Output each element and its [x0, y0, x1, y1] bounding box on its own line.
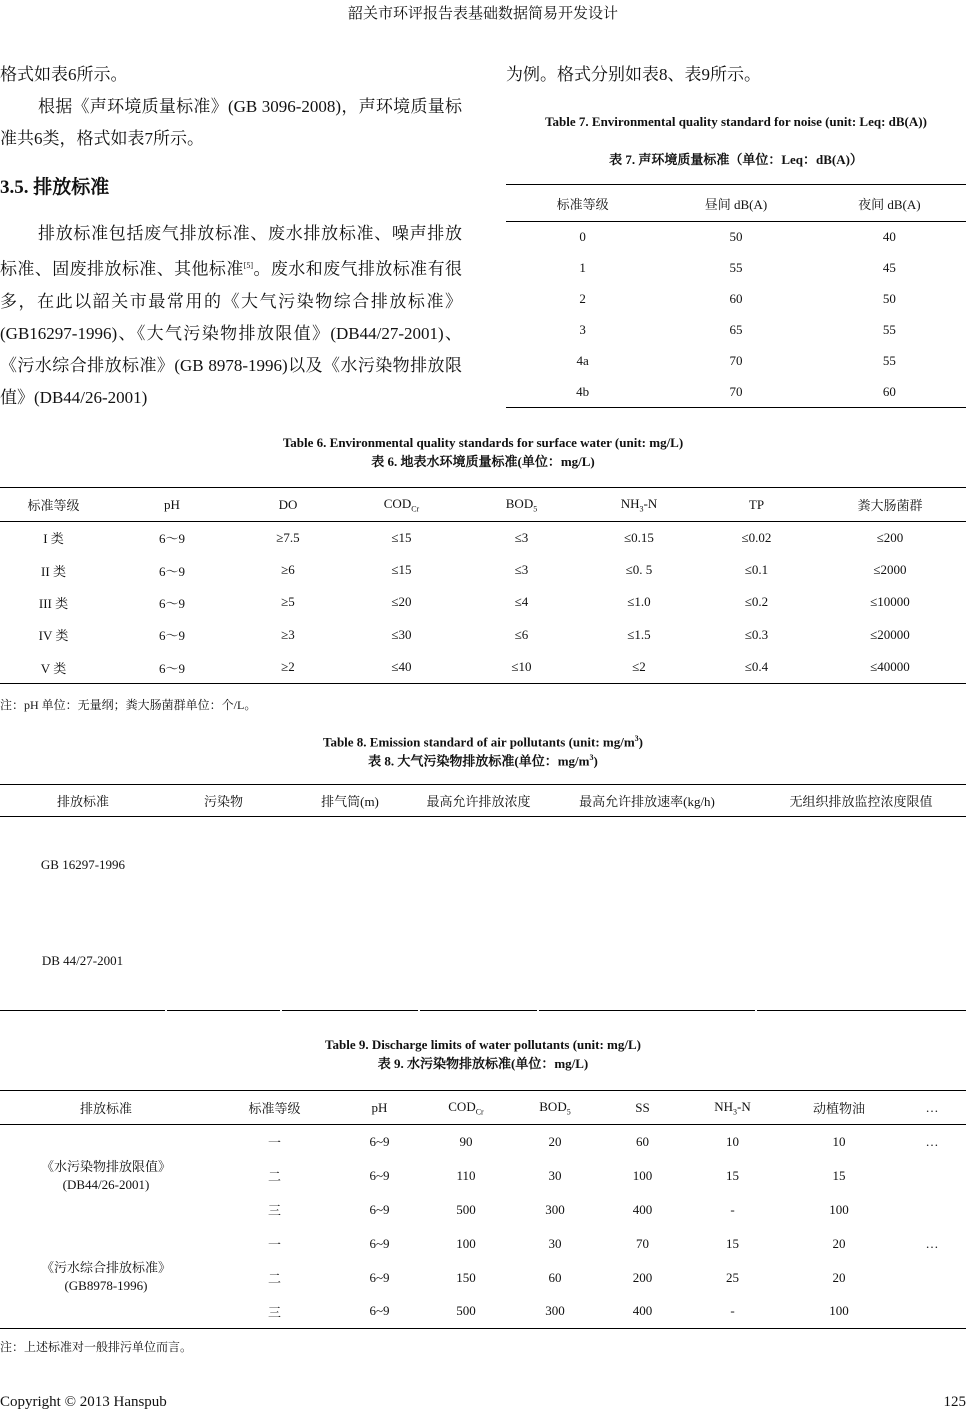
table-cell: 60 — [882, 383, 896, 399]
col-header: … — [925, 1099, 939, 1115]
table-cell: 6~9 — [369, 1235, 390, 1251]
table-cell: 100 — [456, 1235, 476, 1251]
col-header: 最高允许排放速率(kg/h) — [579, 794, 715, 809]
table-cell: 70 — [729, 383, 743, 399]
table-cell: ≤2000 — [873, 562, 907, 578]
table-cell: ≤0.02 — [741, 529, 772, 545]
col-header: $BOD_5$ — [539, 1098, 571, 1117]
table-cell: 60 — [729, 291, 743, 306]
table-cell: II 类 — [41, 563, 66, 579]
table-cell: 50 — [729, 229, 743, 245]
table-cell: 500 — [456, 1303, 476, 1319]
table8 — [0, 784, 966, 1011]
table-cell: 10 — [726, 1133, 739, 1149]
left-column — [0, 59, 462, 415]
table-cell: ≤40000 — [870, 659, 910, 674]
standard-code: (DB44/26-2001) — [62, 1176, 150, 1192]
table-cell: 100 — [829, 1303, 849, 1319]
table-row — [0, 586, 966, 618]
table-cell: 三 — [267, 1304, 281, 1320]
table-cell: 20 — [832, 1235, 846, 1251]
table-cell: ≤0.4 — [744, 659, 769, 674]
table8-caption-en: Table 8. Emission standard of air pollutants (unit: $mg/m^3$) — [322, 734, 644, 750]
table-cell: 一 — [267, 1237, 281, 1252]
table-cell: 55 — [729, 260, 743, 275]
table-cell: 6～9 — [158, 563, 185, 579]
table-cell: 300 — [545, 1303, 565, 1319]
table-cell: 45 — [882, 260, 896, 275]
table-row — [0, 1125, 966, 1159]
paragraph-text: 排放标准包括废气排放标准、废水排放标准、噪声排放标准、固废排放标准、其他标准 — [0, 223, 462, 279]
col-header: $NH_3-N$ — [620, 495, 658, 514]
table-cell: ≥2 — [281, 659, 295, 674]
col-header: 夜间 dB(A) — [858, 196, 921, 212]
col-header: 标准等级 — [248, 1101, 301, 1116]
table-cell: 6~9 — [369, 1133, 390, 1149]
table6 — [0, 487, 966, 684]
table-cell: ≤15 — [391, 562, 412, 578]
page-number: 125 — [943, 1394, 966, 1410]
table-cell: 一 — [267, 1135, 281, 1151]
table-cell: 20 — [832, 1269, 846, 1285]
table-cell: 6～9 — [158, 531, 185, 547]
table-row — [0, 522, 966, 554]
table-cell: 55 — [882, 353, 896, 368]
table-cell: ≤0.3 — [744, 626, 769, 642]
table-cell: 30 — [548, 1167, 562, 1183]
text-line: 格式如表6所示。 — [0, 65, 128, 84]
table-cell: ≤0.2 — [744, 594, 769, 610]
table-cell: ≥6 — [281, 562, 295, 578]
table-cell: ≤1.0 — [627, 594, 651, 610]
table-row — [0, 651, 966, 683]
table-cell: ≤30 — [391, 626, 412, 642]
table9-note: 注：上述标准对一般排污单位而言。 — [0, 1340, 193, 1354]
col-header: pH — [164, 496, 180, 512]
table-cell: 6~9 — [369, 1269, 390, 1285]
table-cell: 6～9 — [158, 628, 185, 644]
table-cell — [898, 1261, 966, 1295]
table-cell: - — [730, 1303, 735, 1319]
table-row — [506, 377, 966, 408]
table-cell: ≤1.5 — [627, 626, 651, 642]
paragraph — [0, 218, 462, 415]
standard-name-cell — [0, 1227, 212, 1329]
table-cell: ≥3 — [281, 626, 295, 642]
table-row — [0, 1227, 966, 1261]
col-header: pH — [371, 1099, 388, 1115]
table-cell: 70 — [636, 1235, 649, 1251]
table-cell: - — [730, 1201, 735, 1217]
table-row — [506, 253, 966, 284]
table-cell: DB 44/27-2001 — [41, 953, 124, 969]
table-cell: 400 — [632, 1201, 653, 1217]
table-cell: ≤6 — [514, 626, 529, 642]
table-cell: 70 — [729, 353, 743, 368]
table-cell: 300 — [545, 1201, 565, 1217]
col-header: $COD_{Cr}$ — [448, 1098, 484, 1117]
table-cell: 15 — [726, 1235, 739, 1251]
table8-caption-cn: 表 8. 大气污染物排放标准(单位：$mg/m^3$) — [368, 753, 598, 769]
table9-caption-en: Table 9. Discharge limits of water pollutants (unit: mg/L) — [325, 1037, 641, 1052]
table-cell: … — [925, 1235, 939, 1251]
table6-note: 注：pH 单位：无量纲；粪大肠菌群单位：个/L。 — [0, 698, 257, 712]
table-cell: 40 — [882, 229, 896, 245]
table-row — [506, 346, 966, 377]
table-row — [0, 554, 966, 586]
table-cell: 20 — [548, 1133, 562, 1149]
standard-code: (GB8978-1996) — [64, 1278, 148, 1294]
col-header: 粪大肠菌群 — [857, 498, 923, 513]
table-cell: 400 — [632, 1303, 653, 1319]
table-cell: ≤3 — [514, 529, 529, 545]
table-cell — [898, 1295, 966, 1329]
table-cell: 4a — [576, 353, 589, 368]
table-cell: ≥5 — [281, 594, 295, 610]
col-header: 污染物 — [203, 794, 243, 809]
col-header: DO — [278, 496, 298, 512]
table-cell: 4b — [576, 383, 590, 399]
table-cell: 3 — [579, 322, 586, 337]
table-cell: 1 — [579, 260, 586, 275]
col-header: $NH_3-N$ — [714, 1098, 751, 1117]
section-heading: 3.5. 排放标准 — [0, 176, 110, 198]
table-cell: 500 — [456, 1201, 476, 1217]
table-cell: 三 — [267, 1203, 281, 1218]
table7-caption-cn: 表 7. 声环境质量标准（单位：Leq：dB(A)） — [609, 152, 863, 167]
table-cell: V 类 — [40, 660, 67, 676]
table-cell: 100 — [632, 1167, 653, 1183]
table7-caption-en: Table 7. Environmental quality standard for noise (unit: Leq: dB(A)) — [545, 114, 927, 129]
paragraph-text: 。废水和废气排放标准有很多，在此以韶关市最常用的《大气污染物综合排放标准》(GB16297-1996)、《大气污染物排放限值》(DB44/27-2001)、《污水综合排放标准》(GB 8978-1996)以及《水污染物排放限值》(DB44/26-2001) — [0, 259, 463, 408]
paragraph: 根据《声环境质量标准》(GB 3096-2008)，声环境质量标准共6类，格式如表7所示。 — [0, 97, 462, 149]
col-header: 标准等级 — [556, 196, 609, 212]
table-cell — [898, 1193, 966, 1227]
table-cell: ≤2 — [632, 659, 646, 674]
table-cell: ≤0.1 — [744, 562, 769, 578]
table9 — [0, 1090, 966, 1329]
table9-caption-cn: 表 9. 水污染物排放标准(单位：mg/L) — [377, 1056, 589, 1071]
col-header: 排气筒(m) — [321, 794, 379, 809]
table6-caption-cn: 表 6. 地表水环境质量标准(单位：mg/L) — [371, 454, 595, 469]
col-header: $COD_{Cr}$ — [383, 495, 420, 514]
table-cell: 65 — [729, 322, 743, 337]
table-cell: 30 — [548, 1235, 562, 1251]
table-cell: 60 — [636, 1133, 649, 1149]
col-header: 昼间 dB(A) — [704, 196, 768, 212]
table-cell: … — [925, 1133, 939, 1149]
table-cell: 6~9 — [369, 1303, 390, 1319]
table-row — [506, 284, 966, 315]
table6-caption-en: Table 6. Environmental quality standards for surface water (unit: mg/L) — [282, 435, 684, 450]
table-cell: ≤40 — [391, 659, 412, 674]
table-cell: ≤0.15 — [624, 529, 654, 545]
table-cell: 90 — [459, 1133, 473, 1149]
standard-name: 《水污染物排放限值》 — [40, 1158, 171, 1174]
table-cell: 15 — [726, 1167, 739, 1183]
table-cell — [898, 1159, 966, 1193]
col-header: 无组织排放监控浓度限值 — [789, 794, 933, 809]
table-cell: ≤3 — [514, 562, 529, 578]
table-cell: ≤200 — [876, 529, 904, 545]
table-cell: 50 — [882, 291, 896, 306]
col-header: 最高允许排放浓度 — [426, 794, 531, 809]
running-header: 韶关市环评报告表基础数据简易开发设计 — [347, 6, 618, 22]
standard-name: 《污水综合排放标准》 — [40, 1260, 171, 1276]
table-cell: GB 16297-1996 — [40, 856, 126, 872]
table7 — [506, 184, 966, 408]
table-cell: 10 — [832, 1133, 846, 1149]
table-cell: ≤10 — [511, 659, 532, 674]
table-row — [506, 222, 966, 253]
copyright: Copyright © 2013 Hanspub — [0, 1394, 167, 1410]
standard-name-cell — [0, 1125, 212, 1227]
table-cell: III 类 — [38, 595, 69, 611]
col-header: 排放标准 — [56, 794, 109, 809]
table-cell: ≤4 — [514, 594, 529, 610]
table-cell: 6~9 — [369, 1167, 390, 1183]
table-cell: I 类 — [43, 531, 64, 547]
col-header: 排放标准 — [79, 1101, 132, 1116]
table-row — [0, 619, 966, 651]
table-cell: 6~9 — [369, 1201, 390, 1217]
table-cell: 25 — [726, 1269, 739, 1285]
col-header: 标准等级 — [27, 498, 80, 513]
citation-link[interactable]: [5] — [243, 261, 254, 271]
table-cell: ≤20 — [391, 594, 412, 610]
table-cell: ≤10000 — [870, 594, 910, 610]
table-row — [506, 315, 966, 346]
table-cell: 55 — [882, 322, 896, 337]
table-cell: 15 — [832, 1167, 846, 1183]
right-line: 为例。格式分别如表8、表9所示。 — [506, 65, 761, 84]
table-cell: 二 — [267, 1271, 281, 1286]
col-header: 动植物油 — [812, 1101, 865, 1116]
table-cell: 6～9 — [158, 595, 185, 611]
table-cell: ≤0. 5 — [625, 562, 653, 578]
table-cell: ≤20000 — [870, 626, 910, 642]
table-cell: 200 — [632, 1269, 653, 1285]
table-cell: 2 — [579, 291, 586, 306]
table-cell: 0 — [579, 229, 586, 245]
table-cell: 150 — [456, 1269, 476, 1285]
table-cell: 110 — [456, 1167, 476, 1183]
col-header: $BOD_5$ — [505, 495, 538, 514]
table-cell: 6～9 — [158, 660, 185, 676]
table-cell: ≤15 — [391, 529, 412, 545]
col-header: TP — [748, 496, 765, 512]
table-cell: 二 — [267, 1169, 281, 1184]
table-cell: 100 — [829, 1201, 849, 1217]
col-header: SS — [635, 1099, 650, 1115]
table-cell: 60 — [548, 1269, 562, 1285]
table-cell: IV 类 — [38, 628, 69, 644]
table-cell: ≥7.5 — [276, 529, 300, 545]
